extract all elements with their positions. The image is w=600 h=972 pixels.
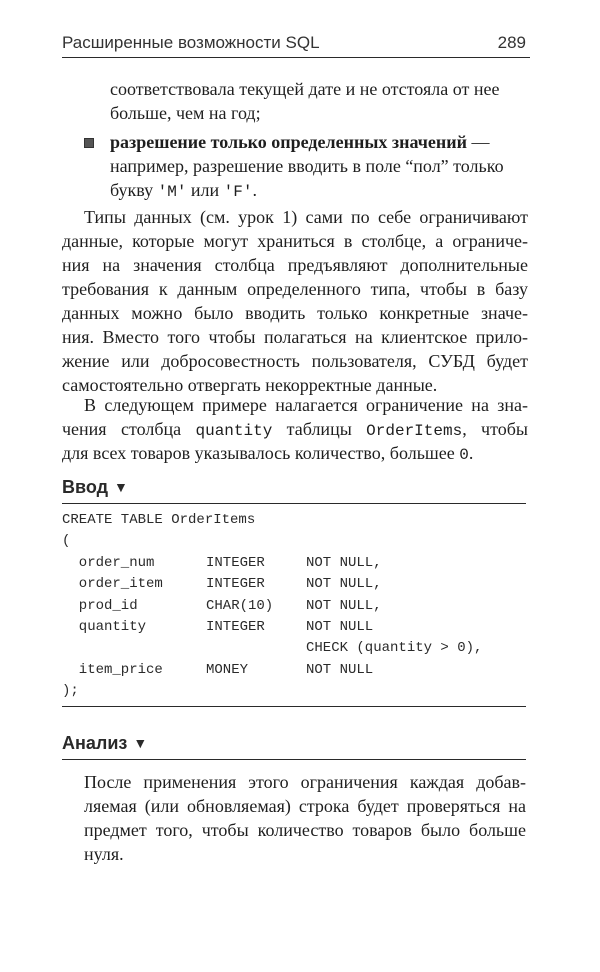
bullet-line <box>110 130 530 154</box>
text-line: После применения этого ограничения каждая добав- <box>84 772 526 792</box>
continued-bullet-text <box>110 77 528 125</box>
text-fragment: букву <box>110 180 158 200</box>
text-fragment: чения столбца <box>62 419 196 439</box>
bullet-line: например, разрешение вводить в поле “пол” только <box>110 156 504 176</box>
text-line <box>62 417 528 441</box>
code-table-name: OrderItems <box>366 422 463 440</box>
triangle-down-icon: ▼ <box>114 479 128 495</box>
bullet-dash: — <box>467 132 490 152</box>
code-constraint: NOT NULL, <box>306 576 382 593</box>
code-constraint: NOT NULL, <box>306 554 382 571</box>
code-row <box>62 596 526 617</box>
code-type: CHAR(10) <box>206 597 274 614</box>
code-row <box>62 660 526 681</box>
bullet-item <box>110 130 530 202</box>
triangle-down-icon: ▼ <box>133 735 148 751</box>
running-header <box>62 31 530 58</box>
heading-text: Ввод <box>62 477 109 497</box>
code-bottom-rule <box>62 706 526 707</box>
code-literal-m: 'M' <box>157 183 187 201</box>
bullet-term: разрешение только определенных значений <box>110 132 468 152</box>
analysis-heading-label <box>62 733 147 754</box>
code-column: prod_id <box>62 597 138 614</box>
code-zero: 0 <box>459 446 469 464</box>
text-fragment: таблицы <box>272 419 367 439</box>
text-fragment: . <box>468 443 474 463</box>
text-line: предмет того, чтобы количество товаров было больше <box>84 820 526 840</box>
text-fragment: . <box>252 180 257 200</box>
text-fragment: или <box>186 180 224 200</box>
code-type: INTEGER <box>206 554 265 571</box>
text-line: нуля. <box>84 844 124 864</box>
text-line: данных можно было вводить только конкретные значе- <box>62 303 528 323</box>
code-line: CREATE TABLE OrderItems <box>62 512 256 528</box>
code-line: ( <box>62 533 71 550</box>
code-column: order_item <box>62 576 163 593</box>
text-fragment: для всех товаров указывалось количество, большее <box>62 443 460 463</box>
code-constraint: NOT NULL <box>306 661 374 678</box>
analysis-section-heading <box>62 733 526 760</box>
text-fragment: , чтобы <box>462 419 528 439</box>
code-type: INTEGER <box>206 576 265 593</box>
bullet-line <box>110 178 530 202</box>
code-constraint: NOT NULL, <box>306 597 382 614</box>
code-column-name: quantity <box>195 422 273 440</box>
code-row <box>62 638 526 659</box>
input-heading-label <box>62 477 128 498</box>
code-constraint: NOT NULL <box>306 618 374 635</box>
paragraph-types <box>62 205 528 397</box>
analysis-paragraph <box>84 770 526 866</box>
paragraph-example <box>62 393 528 465</box>
running-title: Расширенные возможности SQL <box>62 33 320 52</box>
text-line: жение или добросовестность пользователя, СУБД будет <box>62 351 528 371</box>
code-type: MONEY <box>206 661 249 678</box>
code-row <box>62 553 526 574</box>
text-line: ния. Вместо того чтобы полагаться на клиентское прило- <box>62 327 528 347</box>
input-section-heading <box>62 477 526 504</box>
text-line: ляемая (или обновляемая) строка будет проверяться на <box>84 796 526 816</box>
code-column: order_num <box>62 554 155 571</box>
code-constraint: CHECK (quantity > 0), <box>306 640 483 657</box>
code-column: quantity <box>62 618 147 635</box>
page-number: 289 <box>497 33 526 52</box>
text-line: В следующем примере налагается ограничение на зна- <box>84 395 528 415</box>
text-line: соответствовала текущей дате и не отстояла от нее <box>110 79 500 99</box>
code-row <box>62 574 526 595</box>
code-literal-f: 'F' <box>223 183 253 201</box>
bullet-square-icon <box>84 138 94 148</box>
code-column: item_price <box>62 661 163 678</box>
text-line: требования к данным определенного типа, чтобы в базу <box>62 279 528 299</box>
code-line: ); <box>62 683 79 700</box>
text-line <box>62 441 528 465</box>
text-line: данные, которые могут храниться в столбце, а ограниче- <box>62 231 528 251</box>
text-line: самостоятельно отвергать некорректные данные. <box>62 375 438 395</box>
code-listing <box>62 510 526 703</box>
code-row <box>62 617 526 638</box>
heading-text: Анализ <box>62 733 128 753</box>
code-type: INTEGER <box>206 618 265 635</box>
text-line: Типы данных (см. урок 1) сами по себе ограничивают <box>84 207 528 227</box>
text-line: больше, чем на год; <box>110 103 261 123</box>
text-line: ния на значения столбца предъявляют дополнительные <box>62 255 528 275</box>
